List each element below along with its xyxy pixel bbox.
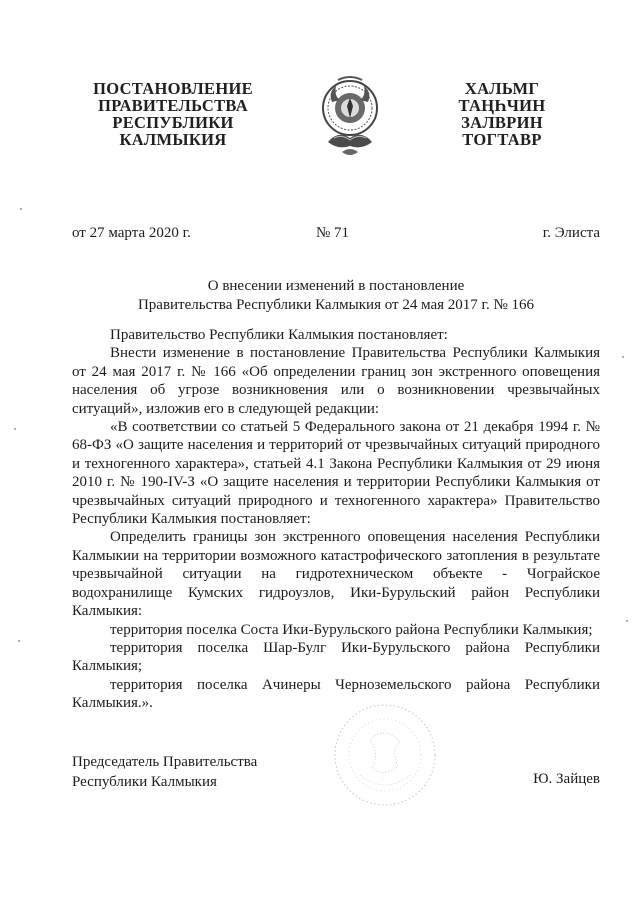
- header-left-title: [88, 80, 258, 148]
- body-paragraph: Правительство Республики Калмыкия постановляет:: [110, 327, 448, 343]
- body-paragraph: территория поселка Шар-Булг Ики-Бурульского района Республики Калмыкия;: [72, 639, 600, 675]
- scan-speck: [622, 356, 624, 358]
- signature-name: Ю. Зайцев: [533, 771, 600, 787]
- document-meta-row: [72, 225, 600, 245]
- header-left-line: ПОСТАНОВЛЕНИЕ: [93, 79, 253, 98]
- signature-position-line: Республики Калмыкия: [72, 774, 217, 790]
- signature-position-line: Председатель Правительства: [72, 754, 258, 770]
- scan-speck: [20, 208, 22, 210]
- scan-speck: [18, 640, 20, 642]
- header-right-title: [442, 80, 562, 148]
- body-paragraph: Определить границы зон экстренного оповещения населения Республики Калмыкии на территории возможного катастрофического затопления в результате чрезвычайной ситуации на гидротехническом объекте - Чограйское водохранилище Кумских гидроузлов, Ики-Бурульский район Республики Калмыкия:: [72, 529, 600, 620]
- body-paragraph: территория поселка Ачинеры Черноземельского района Республики Калмыкия.».: [72, 676, 600, 712]
- scan-speck: [14, 428, 16, 430]
- document-title: [72, 277, 600, 315]
- header-left-line: КАЛМЫКИЯ: [119, 130, 227, 149]
- title-line: Правительства Республики Калмыкия от 24 мая 2017 г. № 166: [137, 297, 535, 313]
- official-stamp-icon: [330, 700, 440, 810]
- header-right-line: ЗАЛВРИН: [461, 113, 543, 132]
- scan-speck: [626, 620, 628, 622]
- header-left-line: ПРАВИТЕЛЬСТВА: [98, 96, 248, 115]
- header-right-line: ТАҢҺЧИН: [458, 96, 546, 115]
- document-date: от 27 марта 2020 г.: [72, 225, 191, 241]
- document-body: [72, 326, 600, 713]
- body-paragraph: территория поселка Соста Ики-Бурульского района Республики Калмыкия;: [110, 621, 593, 638]
- kalmykia-coat-of-arms-icon: [318, 72, 382, 162]
- body-paragraph: Внести изменение в постановление Правительства Республики Калмыкия от 24 мая 2017 г. № 166 «Об определении границ зон экстренного оповещения населения об угрозе возникновения или о возникновении чрезвычайных ситуаций», изложив его в следующей редакции:: [72, 345, 600, 417]
- signature-position: [72, 752, 257, 792]
- header-right-line: ХАЛЬМГ: [464, 79, 540, 98]
- document-number: № 71: [316, 225, 350, 241]
- header-left-line: РЕСПУБЛИКИ: [112, 113, 234, 132]
- title-line: О внесении изменений в постановление: [207, 278, 465, 294]
- header-right-line: ТОГТАВР: [462, 130, 542, 149]
- document-city: г. Элиста: [542, 225, 600, 241]
- body-paragraph: «В соответствии со статьей 5 Федерального закона от 21 декабря 1994 г. № 68-ФЗ «О защите населения и территорий от чрезвычайных ситуаций природного и техногенного характера», статьей 4.1 Закона Республики Калмыкия от 29 июня 2010 г. № 190-IV-З «О защите населения и территории Республики Калмыкия от чрезвычайных ситуаций природного и техногенного характера» Правительство Республики Калмыкия постановляет:: [72, 419, 600, 528]
